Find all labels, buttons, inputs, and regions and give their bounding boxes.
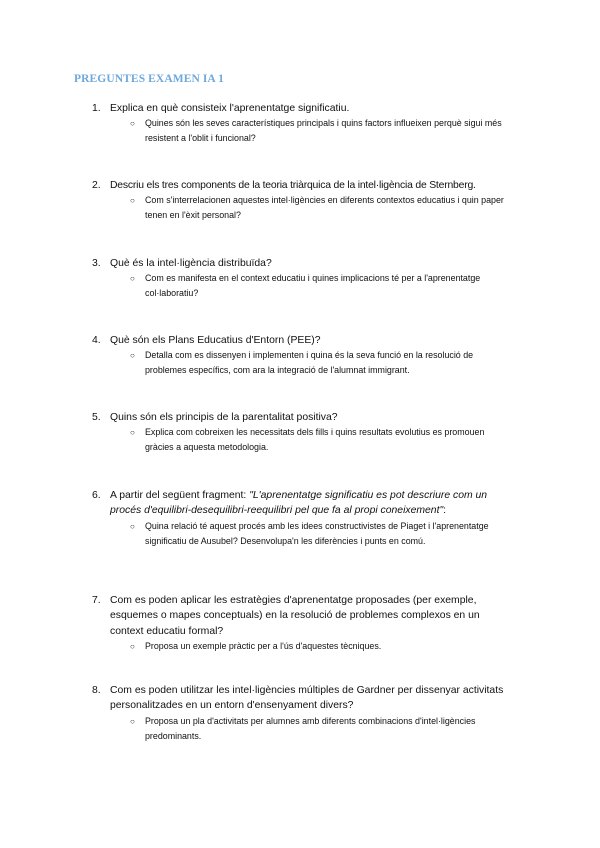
question-5 <box>0 410 600 455</box>
bullet-icon: ○ <box>130 521 135 531</box>
question-3 <box>0 256 600 301</box>
question-number: 3. <box>92 258 101 269</box>
bullet-icon: ○ <box>130 351 135 361</box>
question-number: 4. <box>92 335 101 346</box>
subquestion-text: Quines són les seves característiques principals i quins factors influeixen perquè sigui més resistent a l'oblit i funcional? <box>145 118 502 144</box>
question-7 <box>0 593 600 654</box>
subquestion-text: Com s'interrelacionen aquestes intel·ligències en diferents contextos educatius i quin paper tenen en l'èxit personal? <box>145 195 504 221</box>
subquestion-text: Proposa un exemple pràctic per a l'ús d'aquestes tècniques. <box>145 641 382 652</box>
question-text: Com es poden utilitzar les intel·ligències múltiples de Gardner per dissenyar activitats personalitzades en un entorn d'ensenyament divers? <box>110 685 504 712</box>
question-number: 1. <box>92 103 101 114</box>
question-text: Què són els Plans Educatius d'Entorn (PEE)? <box>110 335 321 346</box>
question-text: Què és la intel·ligència distribuïda? <box>110 258 272 269</box>
question-text: Explica en què consisteix l'aprenentatge significatiu. <box>110 103 350 114</box>
bullet-icon: ○ <box>130 274 135 284</box>
question-text: Com es poden aplicar les estratègies d'aprenentatge proposades (per exemple, esquemes o mapes conceptuals) en la resolució de problemes complexos en un context educatiu formal? <box>110 595 480 637</box>
bullet-icon: ○ <box>130 119 135 129</box>
question-text: A partir del següent fragment: <box>110 490 250 501</box>
subquestion-text: Quina relació té aquest procés amb les idees constructivistes de Piaget i l'aprenentatge significatiu de Ausubel? Desenvolupa'n les diferències i punts en comú. <box>145 520 489 546</box>
bullet-icon: ○ <box>130 716 135 726</box>
question-number: 8. <box>92 685 101 696</box>
question-8 <box>0 683 600 744</box>
bullet-icon: ○ <box>130 642 135 652</box>
question-number: 5. <box>92 412 101 423</box>
bullet-icon: ○ <box>130 428 135 438</box>
question-text: Descriu els tres components de la teoria triàrquica de la intel·ligència de Sternberg. <box>110 180 476 191</box>
question-2 <box>0 178 600 223</box>
bullet-icon: ○ <box>130 196 135 206</box>
question-number: 7. <box>92 595 101 606</box>
subquestion-text: Detalla com es dissenyen i implementen i quina és la seva funció en la resolució de problemes específics, com ara la integració de l'alumnat immigrant. <box>145 350 474 376</box>
question-text: Quins són els principis de la parentalitat positiva? <box>110 412 338 423</box>
subquestion-text: Explica com cobreixen les necessitats dels fills i quins resultats evolutius es promouen gràcies a aquesta metodologia. <box>145 427 485 453</box>
question-1 <box>0 101 600 146</box>
question-4 <box>0 333 600 378</box>
document-title: PREGUNTES EXAMEN IA 1 <box>74 73 225 85</box>
subquestion-text: Proposa un pla d'activitats per alumnes amb diferents combinacions d'intel·ligències predominants. <box>145 715 476 741</box>
question-number: 2. <box>92 180 101 191</box>
question-text-end: : <box>443 505 447 517</box>
quoted-fragment: "L'aprenentatge significatiu es pot descriure com un procés d'equilibri-desequilibri-reequilibri pel que fa al propi coneixement" <box>110 490 488 517</box>
question-number: 6. <box>92 490 101 501</box>
question-6 <box>0 488 600 549</box>
subquestion-text: Com es manifesta en el context educatiu i quines implicacions té per a l'aprenentatge col·laboratiu? <box>145 273 481 299</box>
